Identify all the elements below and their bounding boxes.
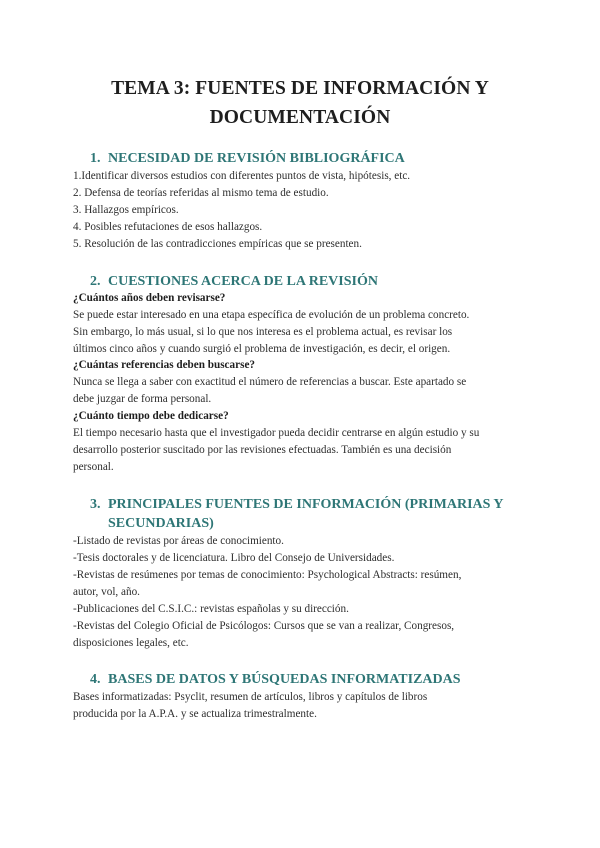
paragraph-line: Sin embargo, lo más usual, si lo que nos interesa es el problema actual, es revisar los [73,326,453,338]
section-2-heading [90,272,378,291]
list-item: -Revistas de resúmenes por temas de conocimiento: Psychological Abstracts: resúmen, [73,569,462,581]
section-heading-text-line-1: PRINCIPALES FUENTES DE INFORMACIÓN (PRIMARIAS Y [108,497,504,512]
list-item: -Publicaciones del C.S.I.C.: revistas españolas y su dirección. [73,603,349,615]
question-heading: ¿Cuánto tiempo debe dedicarse? [73,410,229,422]
paragraph-line: producida por la A.P.A. y se actualiza trimestralmente. [73,708,317,720]
section-number: 3. [90,497,101,512]
section-number: 2. [90,274,101,289]
page-title [60,74,540,132]
list-item: -Revistas del Colegio Oficial de Psicólogos: Cursos que se van a realizar, Congresos, [73,620,455,632]
section-3-heading [90,495,504,533]
section-heading-text: CUESTIONES ACERCA DE LA REVISIÓN [108,274,378,289]
list-item: -Tesis doctorales y de licenciatura. Libro del Consejo de Universidades. [73,552,395,564]
list-item: 2. Defensa de teorías referidas al mismo tema de estudio. [73,187,329,199]
section-number: 4. [90,672,101,687]
paragraph-line: personal. [73,461,114,473]
section-heading-text: NECESIDAD DE REVISIÓN BIBLIOGRÁFICA [108,151,405,166]
section-1-heading [90,149,405,168]
list-item: 3. Hallazgos empíricos. [73,204,179,216]
list-item: autor, vol, año. [73,586,140,598]
list-item: disposiciones legales, etc. [73,637,189,649]
list-item: 4. Posibles refutaciones de esos hallazgos. [73,221,263,233]
title-line-1: TEMA 3: FUENTES DE INFORMACIÓN Y [111,78,489,99]
question-heading: ¿Cuántos años deben revisarse? [73,292,226,304]
section-heading-text-line-2: SECUNDARIAS) [108,516,214,531]
paragraph-line: Se puede estar interesado en una etapa específica de evolución de un problema concreto. [73,309,470,321]
paragraph-line: desarrollo posterior suscitado por las revisiones efectuadas. También es una decisión [73,444,452,456]
section-number: 1. [90,151,101,166]
list-item: 1.Identificar diversos estudios con diferentes puntos de vista, hipótesis, etc. [73,170,411,182]
paragraph-line: últimos cinco años y cuando surgió el problema de investigación, es decir, el origen. [73,343,451,355]
question-heading: ¿Cuántas referencias deben buscarse? [73,359,255,371]
list-item: -Listado de revistas por áreas de conocimiento. [73,535,284,547]
section-heading-text: BASES DE DATOS Y BÚSQUEDAS INFORMATIZADAS [108,672,461,687]
title-line-2: DOCUMENTACIÓN [209,107,391,128]
paragraph-line: El tiempo necesario hasta que el investigador pueda decidir centrarse en algún estudio y su [73,427,480,439]
list-item: 5. Resolución de las contradicciones empíricas que se presenten. [73,238,362,250]
paragraph-line: Bases informatizadas: Psyclit, resumen de artículos, libros y capítulos de libros [73,691,428,703]
paragraph-line: debe juzgar de forma personal. [73,393,212,405]
paragraph-line: Nunca se llega a saber con exactitud el número de referencias a buscar. Este apartado se [73,376,467,388]
section-4-heading [90,670,461,689]
